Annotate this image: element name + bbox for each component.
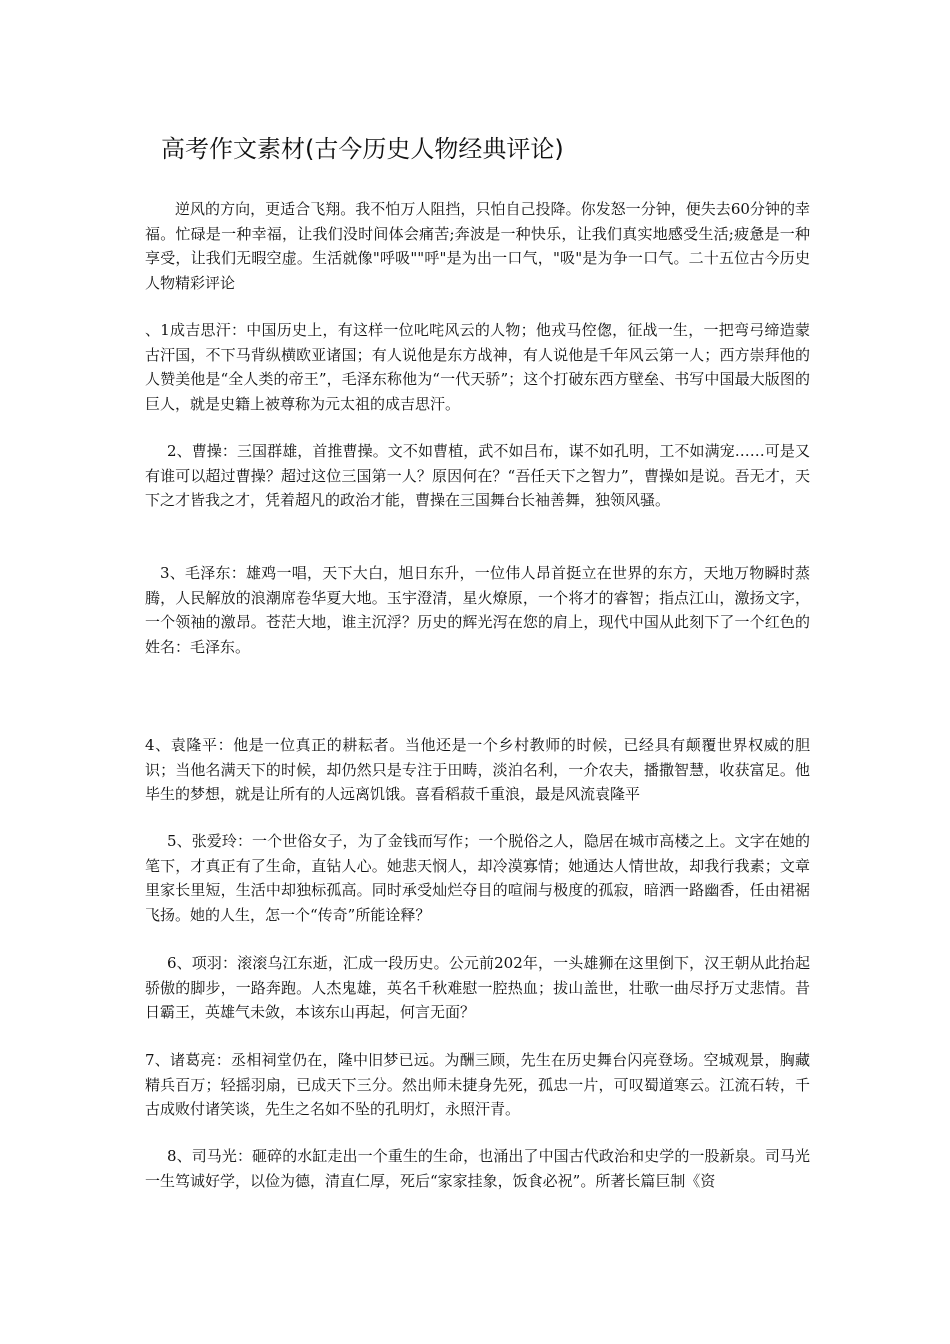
entry-paragraph: 8、司马光：砸碎的水缸走出一个重生的生命，也涌出了中国古代政治和史学的一股新泉。司马光一生笃诚好学，以俭为德，清直仁厚，死后“家家挂象，饭食必祝”。所著长篇巨制《资 xyxy=(145,1147,810,1190)
entry-paragraph: 2、曹操：三国群雄，首推曹操。文不如曹植，武不如吕布，谋不如孔明，工不如满宠……可是又有谁可以超过曹操？超过这位三国第一人？原因何在？“吾任天下之智力”，曹操如是说。吾无才，天下之才皆我之才，凭着超凡的政治才能，曹操在三国舞台长袖善舞，独领风骚。 xyxy=(145,442,810,509)
document-title: 高考作文素材(古今历史人物经典评论) xyxy=(161,135,564,163)
entry-paragraph: 6、项羽：滚滚乌江东逝，汇成一段历史。公元前202年，一头雄狮在这里倒下，汉王朝从此抬起骄傲的脚步，一路奔跑。人杰鬼雄，英名千秋难慰一腔热血；拔山盖世，壮歌一曲尽抒万丈悲情。昔日霸王，英雄气未敛，本该东山再起，何言无面？ xyxy=(145,954,810,1021)
entry-paragraph: 5、张爱玲：一个世俗女子，为了金钱而写作；一个脱俗之人，隐居在城市高楼之上。文字在她的笔下，才真正有了生命，直钻人心。她悲天悯人，却冷漠寡情；她通达人情世故，却我行我素；文章里家长里短，生活中却独标孤高。同时承受灿烂夺目的喧闹与极度的孤寂，暗洒一路幽香，任由裙裾飞扬。她的人生，怎一个“传奇”所能诠释？ xyxy=(145,832,810,924)
entry-paragraph: 3、毛泽东：雄鸡一唱，天下大白，旭日东升，一位伟人昂首挺立在世界的东方，天地万物瞬时蒸腾，人民解放的浪潮席卷华夏大地。玉宇澄清，星火燎原，一个将才的睿智；指点江山，激扬文字，一个领袖的激昂。苍茫大地，谁主沉浮？历史的辉光泻在您的肩上，现代中国从此刻下了一个红色的姓名：毛泽东。 xyxy=(145,564,810,656)
entry-paragraph: 、1成吉思汗：中国历史上，有这样一位叱咤风云的人物；他戎马倥偬，征战一生，一把弯弓缔造蒙古汗国，不下马背纵横欧亚诸国；有人说他是东方战神，有人说他是千年风云第一人；西方崇拜他的人赞美他是“全人类的帝王”，毛泽东称他为“一代天骄”；这个打破东西方壁垒、书写中国最大版图的巨人，就是史籍上被尊称为元太祖的成吉思汗。 xyxy=(145,321,810,413)
intro-paragraph: 逆风的方向，更适合飞翔。我不怕万人阻挡，只怕自己投降。你发怒一分钟，便失去60分钟的幸福。忙碌是一种幸福，让我们没时间体会痛苦;奔波是一种快乐，让我们真实地感受生活;疲惫是一种享受，让我们无暇空虚。生活就像"呼吸""呼"是为出一口气，"吸"是为争一口气。二十五位古今历史人物精彩评论 xyxy=(145,200,810,292)
entry-paragraph: 7、诸葛亮：丞相祠堂仍在，隆中旧梦已远。为酬三顾，先生在历史舞台闪亮登场。空城观景，胸藏精兵百万；轻摇羽扇，已成天下三分。然出师未捷身先死，孤忠一片，可叹蜀道寒云。江流石转，千古成败付诸笑谈，先生之名如不坠的孔明灯，永照汗青。 xyxy=(145,1051,810,1118)
entry-paragraph: 4、袁隆平：他是一位真正的耕耘者。当他还是一个乡村教师的时候，已经具有颠覆世界权威的胆识；当他名满天下的时候，却仍然只是专注于田畴，淡泊名利，一介农夫，播撒智慧，收获富足。他毕生的梦想，就是让所有的人远离饥饿。喜看稻菽千重浪，最是风流袁隆平 xyxy=(145,736,810,803)
